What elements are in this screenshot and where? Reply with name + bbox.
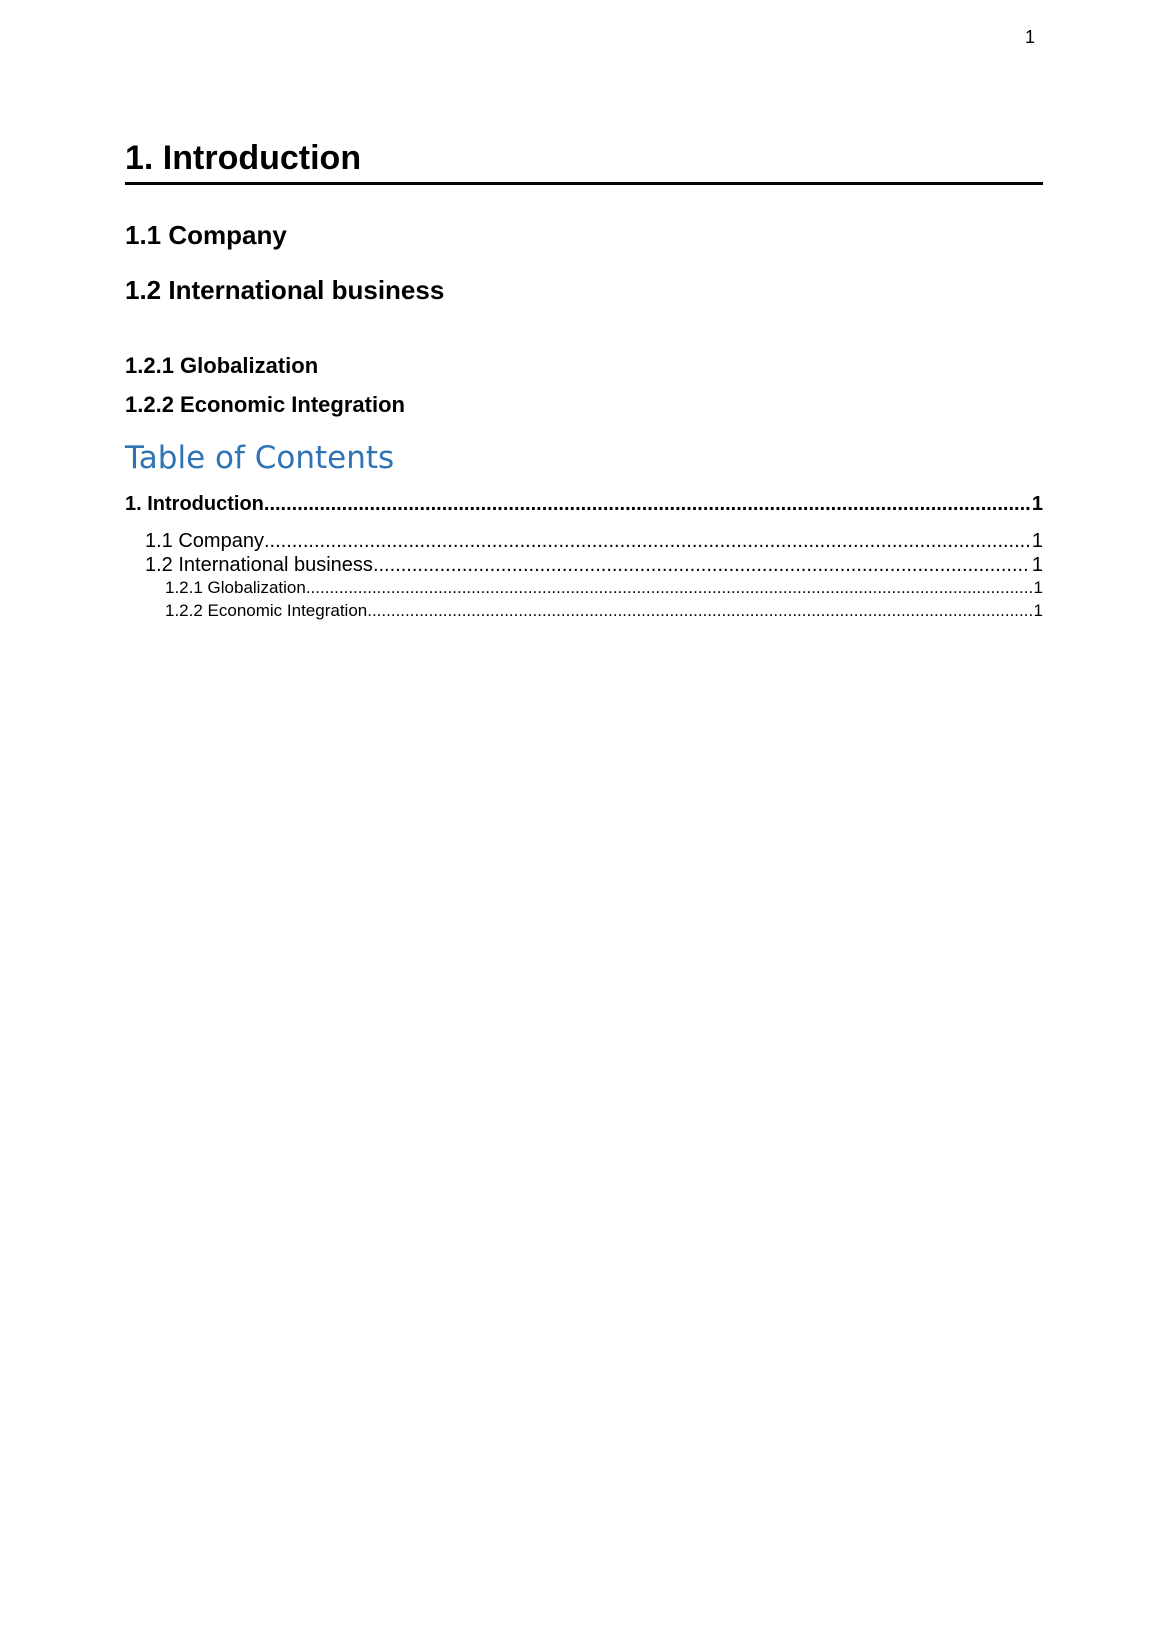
toc-entry-page: 1 — [1031, 554, 1043, 576]
heading-economic-integration: 1.2.2 Economic Integration — [125, 392, 405, 417]
toc-leader-dots — [373, 553, 1030, 577]
toc-entry-label: 1.2 International business — [145, 554, 373, 576]
toc-entry-label: 1. Introduction — [125, 493, 264, 515]
page-number: 1 — [1025, 27, 1036, 47]
toc-leader-dots — [367, 600, 1031, 622]
toc-leader-dots — [264, 529, 1030, 553]
toc-entry-economic-integration[interactable] — [165, 600, 1043, 622]
toc-entry-globalization[interactable] — [165, 577, 1043, 599]
toc-leader-dots — [264, 492, 1030, 516]
toc-entry-page: 1 — [1033, 578, 1043, 597]
toc-leader-dots — [306, 577, 1032, 599]
heading-international-business: 1.2 International business — [125, 275, 445, 305]
toc-entry-label: 1.2.2 Economic Integration — [165, 601, 368, 620]
toc-entry-company[interactable] — [145, 529, 1043, 553]
heading-company: 1.1 Company — [125, 220, 287, 250]
heading-introduction: 1. Introduction — [125, 136, 1043, 185]
toc-title: Table of Contents — [125, 440, 395, 476]
toc-entry-page: 1 — [1031, 493, 1043, 515]
toc-entry-label: 1.2.1 Globalization — [165, 578, 306, 597]
toc-entry-international-business[interactable] — [145, 553, 1043, 577]
heading-globalization: 1.2.1 Globalization — [125, 353, 319, 378]
toc-entry-label: 1.1 Company — [145, 530, 264, 552]
toc-entry-page: 1 — [1033, 601, 1043, 620]
toc-entry-page: 1 — [1031, 530, 1043, 552]
toc-entry-introduction[interactable] — [125, 492, 1043, 516]
